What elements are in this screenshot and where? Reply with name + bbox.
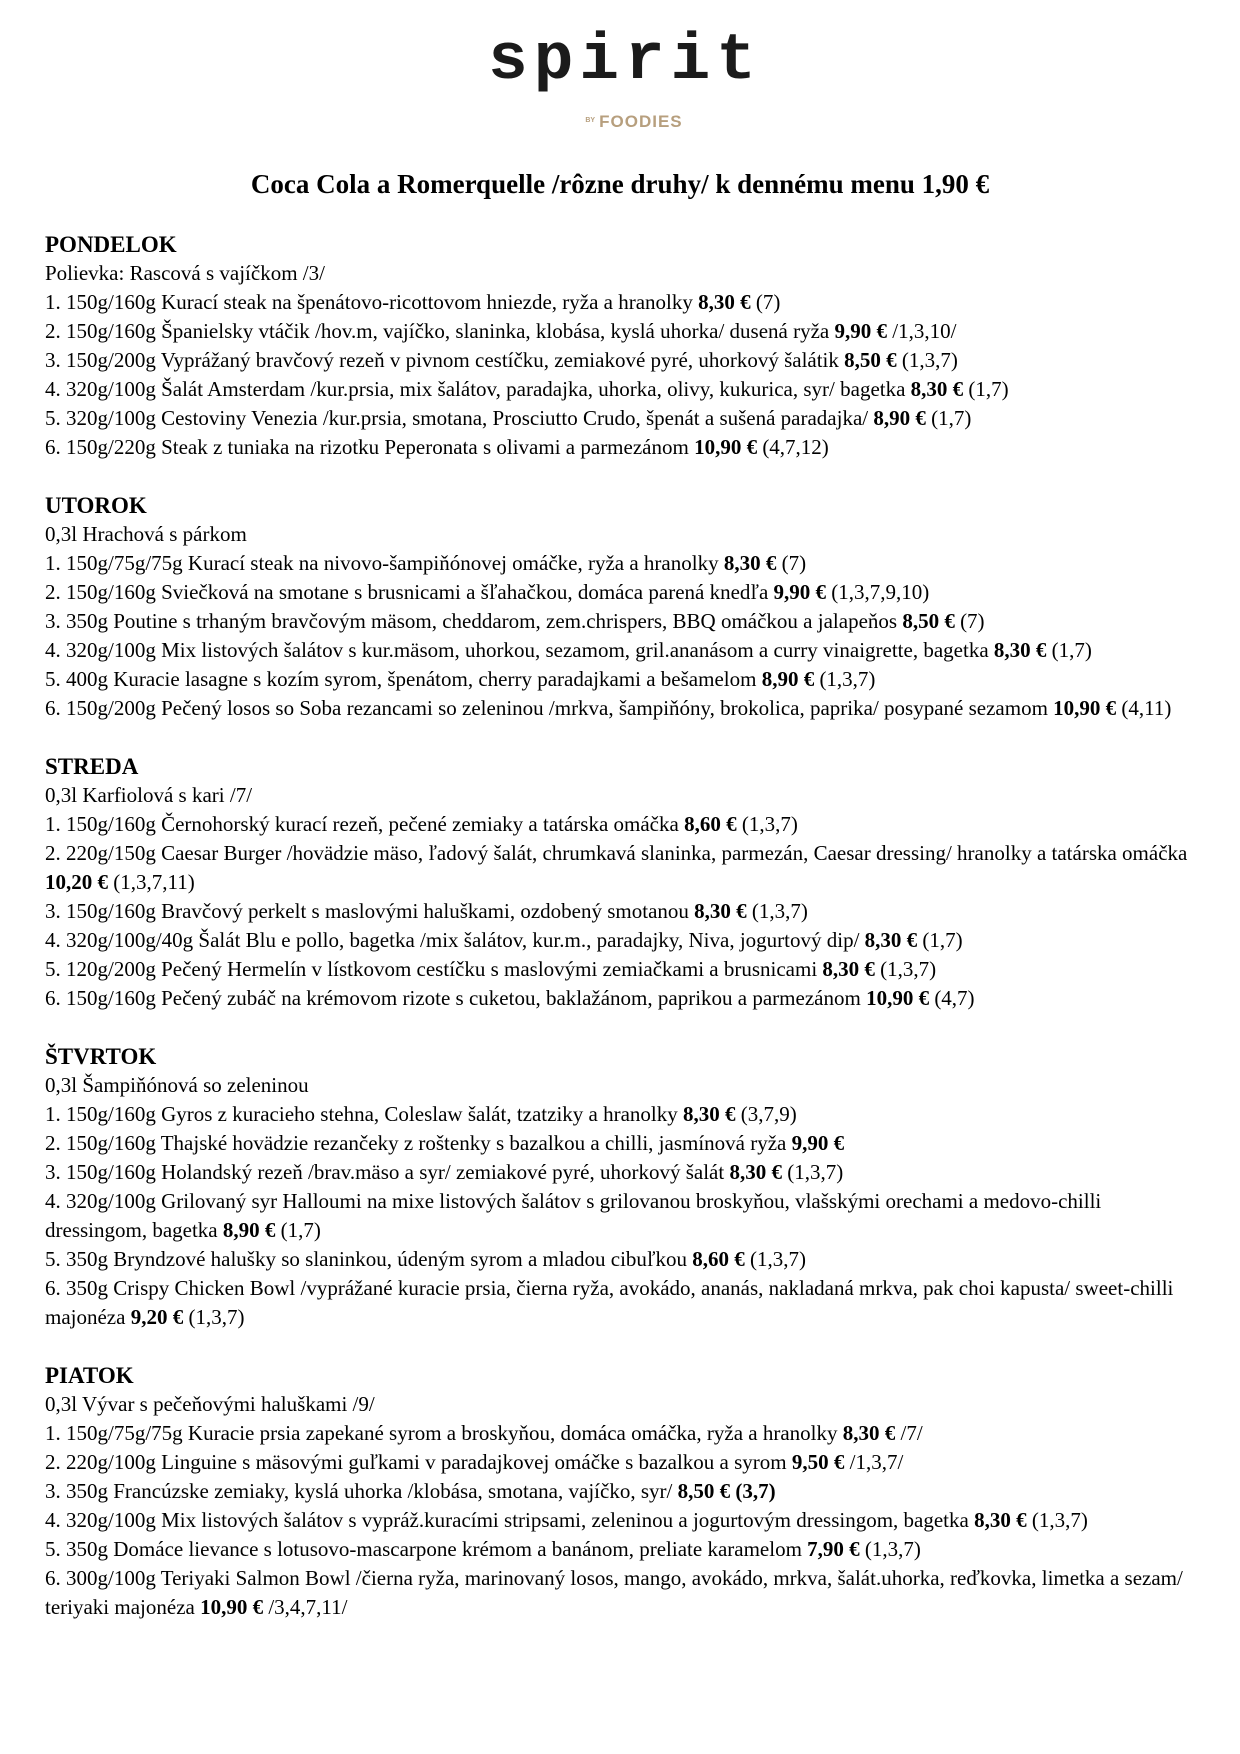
menu-item-price: 8,30 € (723, 551, 777, 575)
day-title: ŠTVRTOK (45, 1044, 157, 1069)
menu-item (45, 984, 1205, 1013)
menu-item (45, 636, 1205, 665)
menu-item-allergens: (7) (750, 290, 781, 314)
menu-item-price: 9,50 € (791, 1450, 845, 1474)
menu-item-description: 4. 320g/100g Mix listových šalátov s kur.mäsom, uhorkou, sezamom, gril.ananásom a curry vinaigrette, bagetka (45, 638, 994, 662)
menu-item (45, 926, 1205, 955)
menu-item-price: 8,30 € (729, 1160, 782, 1184)
menu-item-description: 6. 150g/220g Steak z tuniaka na rizotku Peperonata s olivami a parmezánom (45, 435, 695, 459)
menu-item-description: 3. 150g/160g Holandský rezeň /brav.mäso a syr/ zemiakové pyré, uhorkový šalát (45, 1160, 730, 1184)
menu-item-allergens: /7/ (895, 1421, 923, 1445)
menu-item-price: 9,90 € (773, 580, 827, 604)
menu-item-price: 10,90 € (1053, 696, 1117, 720)
logo-wordmark: spirit (488, 23, 762, 98)
day-title: UTOROK (45, 493, 147, 518)
menu-item-description: 3. 150g/200g Vyprážaný bravčový rezeň v pivnom cestíčku, zemiakové pyré, uhorkový šalátik (45, 348, 845, 372)
menu-item (45, 897, 1205, 926)
menu-item-price: 8,90 € (761, 667, 815, 691)
menu-item (45, 404, 1205, 433)
soup-item: 0,3l Šampiňónová so zeleninou (45, 1073, 309, 1097)
menu-item-allergens: (1,3,7) (746, 899, 808, 923)
menu-item-allergens: (1,3,7) (183, 1305, 245, 1329)
menu-item-description: 6. 150g/160g Pečený zubáč na krémovom rizote s cuketou, baklažánom, paprikou a parmezánom (45, 986, 867, 1010)
menu-item-price: 8,50 € (902, 609, 955, 633)
menu-item (45, 578, 1205, 607)
menu-item (45, 1158, 1205, 1187)
menu-item-allergens: (1,3,7) (896, 348, 958, 372)
menu-item-allergens: /1,3,10/ (886, 319, 957, 343)
menu-item (45, 810, 1205, 839)
soup-item: 0,3l Karfiolová s kari /7/ (45, 783, 253, 807)
menu-item (45, 1535, 1205, 1564)
menu-item-price: 9,90 € (834, 319, 887, 343)
menu-item-description: 2. 220g/150g Caesar Burger /hovädzie mäso, ľadový šalát, chrumkavá slaninka, parmezán, Caesar dressing/ hranolky a tatárska omáčka (45, 841, 1188, 865)
menu-item-allergens: (7) (954, 609, 985, 633)
menu-item-description: 4. 320g/100g Mix listových šalátov s vypráž.kuracími stripsami, zeleninou a jogurtovým dressingom, bagetka (45, 1508, 975, 1532)
menu-item-allergens: (4,7) (929, 986, 975, 1010)
menu-item-price: 8,30 € (910, 377, 964, 401)
menu-item (45, 1129, 1205, 1158)
brand-logo (0, 23, 1240, 132)
weekly-menu (45, 230, 1205, 1651)
menu-item-description: 5. 320g/100g Cestoviny Venezia /kur.prsia, smotana, Prosciutto Crudo, špenát a sušená paradajka/ (45, 406, 874, 430)
menu-item-price: 8,60 € (692, 1247, 745, 1271)
menu-item (45, 1506, 1205, 1535)
day-title: PIATOK (45, 1363, 134, 1388)
menu-item-description: 6. 150g/200g Pečený losos so Soba rezancami so zeleninou /mrkva, šampiňóny, brokolica, paprika/ posypané sezamom (45, 696, 1054, 720)
menu-item (45, 549, 1205, 578)
menu-item-price: 8,30 € (993, 638, 1047, 662)
menu-item (45, 1274, 1205, 1332)
soup-item: 0,3l Vývar s pečeňovými haluškami /9/ (45, 1392, 375, 1416)
menu-item-description: 3. 350g Poutine s trhaným bravčovým mäsom, cheddarom, zem.chrispers, BBQ omáčkou a jalapeňos (45, 609, 903, 633)
menu-item-description: 2. 150g/160g Thajské hovädzie rezančeky z roštenky s bazalkou a chilli, jasmínová ryža (45, 1131, 792, 1155)
menu-item-price: 8,30 € (864, 928, 918, 952)
menu-item-description: 4. 320g/100g/40g Šalát Blu e pollo, bagetka /mix šalátov, kur.m., paradajky, Niva, jogurtový dip/ (45, 928, 865, 952)
menu-item-allergens: (1,7) (963, 377, 1009, 401)
menu-item-allergens: (1,7) (925, 406, 972, 430)
logo-foodies: FOODIES (599, 112, 683, 131)
menu-item (45, 1477, 1205, 1506)
menu-item-allergens: (1,3,7) (859, 1537, 921, 1561)
menu-item-allergens: (1,3,7) (744, 1247, 806, 1271)
menu-item (45, 665, 1205, 694)
menu-item-description: 5. 350g Domáce lievance s lotusovo-mascarpone krémom a banánom, preliate karamelom (45, 1537, 808, 1561)
menu-item-price: 10,90 € (866, 986, 930, 1010)
menu-item (45, 317, 1205, 346)
soup-item: 0,3l Hrachová s párkom (45, 522, 247, 546)
day-title: STREDA (45, 754, 139, 779)
menu-item-description: 1. 150g/75g/75g Kuracie prsia zapekané syrom a broskyňou, domáca omáčka, ryža a hranolky (45, 1421, 843, 1445)
menu-item-description: 5. 400g Kuracie lasagne s kozím syrom, špenátom, cherry paradajkami a bešamelom (45, 667, 762, 691)
menu-item-allergens: (3,7,9) (735, 1102, 797, 1126)
menu-item-price: 10,90 € (694, 435, 758, 459)
day-title: PONDELOK (45, 232, 177, 257)
day-section (45, 491, 1205, 723)
menu-item (45, 694, 1205, 723)
day-section (45, 1361, 1205, 1622)
menu-item-price: 8,50 € (3,7) (677, 1479, 776, 1503)
day-section (45, 752, 1205, 1013)
soup-item: Polievka: Rascová s vajíčkom /3/ (45, 261, 325, 285)
menu-item-price: 8,30 € (974, 1508, 1027, 1532)
menu-item (45, 955, 1205, 984)
menu-item-description: 3. 350g Francúzske zemiaky, kyslá uhorka /klobása, smotana, vajíčko, syr/ (45, 1479, 678, 1503)
menu-item-price: 9,90 € (791, 1131, 845, 1155)
menu-item (45, 1419, 1205, 1448)
menu-item-description: 2. 220g/100g Linguine s mäsovými guľkami v paradajkovej omáčke s bazalkou a syrom (45, 1450, 792, 1474)
menu-item-price: 7,90 € (807, 1537, 860, 1561)
menu-item-description: 1. 150g/160g Černohorský kurací rezeň, pečené zemiaky a tatárska omáčka (45, 812, 685, 836)
menu-item-allergens: (4,11) (1116, 696, 1172, 720)
menu-item-description: 4. 320g/100g Grilovaný syr Halloumi na mixe listových šalátov s grilovanou broskyňou, vlašskými orechami a medovo-chilli dressingom, bagetka (45, 1189, 1102, 1242)
menu-item-description: 1. 150g/160g Gyros z kuracieho stehna, Coleslaw šalát, tzatziky a hranolky (45, 1102, 683, 1126)
menu-item-allergens: (1,3,7) (814, 667, 876, 691)
menu-item-allergens: (4,7,12) (757, 435, 829, 459)
menu-item-allergens: (1,3,7) (736, 812, 798, 836)
menu-item-price: 8,30 € (694, 899, 747, 923)
menu-item-allergens: (1,3,7,11) (108, 870, 195, 894)
menu-item-price: 8,30 € (698, 290, 751, 314)
menu-item (45, 375, 1205, 404)
menu-item (45, 433, 1205, 462)
menu-item-description: 5. 350g Bryndzové halušky so slaninkou, údeným syrom a mladou cibuľkou (45, 1247, 693, 1271)
menu-item (45, 1245, 1205, 1274)
menu-item-price: 8,30 € (822, 957, 875, 981)
menu-item-price: 8,30 € (842, 1421, 896, 1445)
menu-item-allergens: (1,3,7) (781, 1160, 844, 1184)
menu-item (45, 839, 1205, 897)
logo-subtitle (28, 112, 1240, 132)
menu-item-description: 1. 150g/75g/75g Kurací steak na nivovo-šampiňónovej omáčke, ryža a hranolky (45, 551, 724, 575)
menu-item-description: 6. 300g/100g Teriyaki Salmon Bowl /čierna ryža, marinovaný losos, mango, avokádo, mrkva, šalát.uhorka, reďkovka, limetka a sezam/ teriyaki majonéza (45, 1566, 1183, 1619)
menu-item-allergens: (1,3,7) (874, 957, 937, 981)
menu-item (45, 607, 1205, 636)
menu-item-description: 3. 150g/160g Bravčový perkelt s maslovými haluškami, ozdobený smotanou (45, 899, 695, 923)
menu-item-description: 2. 150g/160g Španielsky vtáčik /hov.m, vajíčko, slaninka, klobása, kyslá uhorka/ dusená ryža (45, 319, 835, 343)
menu-item-price: 8,90 € (873, 406, 926, 430)
menu-item-price: 8,30 € (683, 1102, 736, 1126)
menu-item (45, 1448, 1205, 1477)
menu-item-allergens: (1,7) (275, 1218, 321, 1242)
menu-item-allergens: (1,3,7,9,10) (826, 580, 930, 604)
menu-item-description: 2. 150g/160g Sviečková na smotane s brusnicami a šľahačkou, domáca parená knedľa (45, 580, 774, 604)
day-section (45, 230, 1205, 462)
menu-item (45, 1564, 1205, 1622)
menu-item (45, 346, 1205, 375)
menu-item-description: 4. 320g/100g Šalát Amsterdam /kur.prsia, mix šalátov, paradajka, uhorka, olivy, kukurica, syr/ bagetka (45, 377, 911, 401)
menu-item-description: 5. 120g/200g Pečený Hermelín v lístkovom cestíčku s maslovými zemiačkami a brusnicami (45, 957, 823, 981)
menu-item-allergens: (1,3,7) (1026, 1508, 1088, 1532)
menu-item-price: 10,20 € (45, 870, 108, 894)
menu-item-description: 6. 350g Crispy Chicken Bowl /vyprážané kuracie prsia, čierna ryža, avokádo, ananás, nakladaná mrkva, pak choi kapusta/ sweet-chilli majonéza (45, 1276, 1174, 1329)
menu-item-allergens: /3,4,7,11/ (263, 1595, 348, 1619)
menu-item (45, 1100, 1205, 1129)
menu-item-price: 9,20 € (130, 1305, 184, 1329)
menu-item (45, 288, 1205, 317)
menu-item-allergens: (1,7) (1046, 638, 1092, 662)
day-section (45, 1042, 1205, 1332)
menu-item-allergens: /1,3,7/ (844, 1450, 904, 1474)
drinks-offer-heading: Coca Cola a Romerquelle /rôzne druhy/ k dennému menu 1,90 € (250, 169, 990, 199)
menu-item-price: 8,90 € (222, 1218, 276, 1242)
logo-by: BY (585, 117, 596, 124)
menu-item-allergens: (1,7) (917, 928, 963, 952)
menu-item-allergens: (7) (776, 551, 807, 575)
menu-item-price: 8,50 € (844, 348, 897, 372)
menu-item (45, 1187, 1205, 1245)
menu-item-price: 8,60 € (684, 812, 737, 836)
menu-item-price: 10,90 € (200, 1595, 264, 1619)
menu-item-description: 1. 150g/160g Kurací steak na špenátovo-ricottovom hniezde, ryža a hranolky (45, 290, 699, 314)
